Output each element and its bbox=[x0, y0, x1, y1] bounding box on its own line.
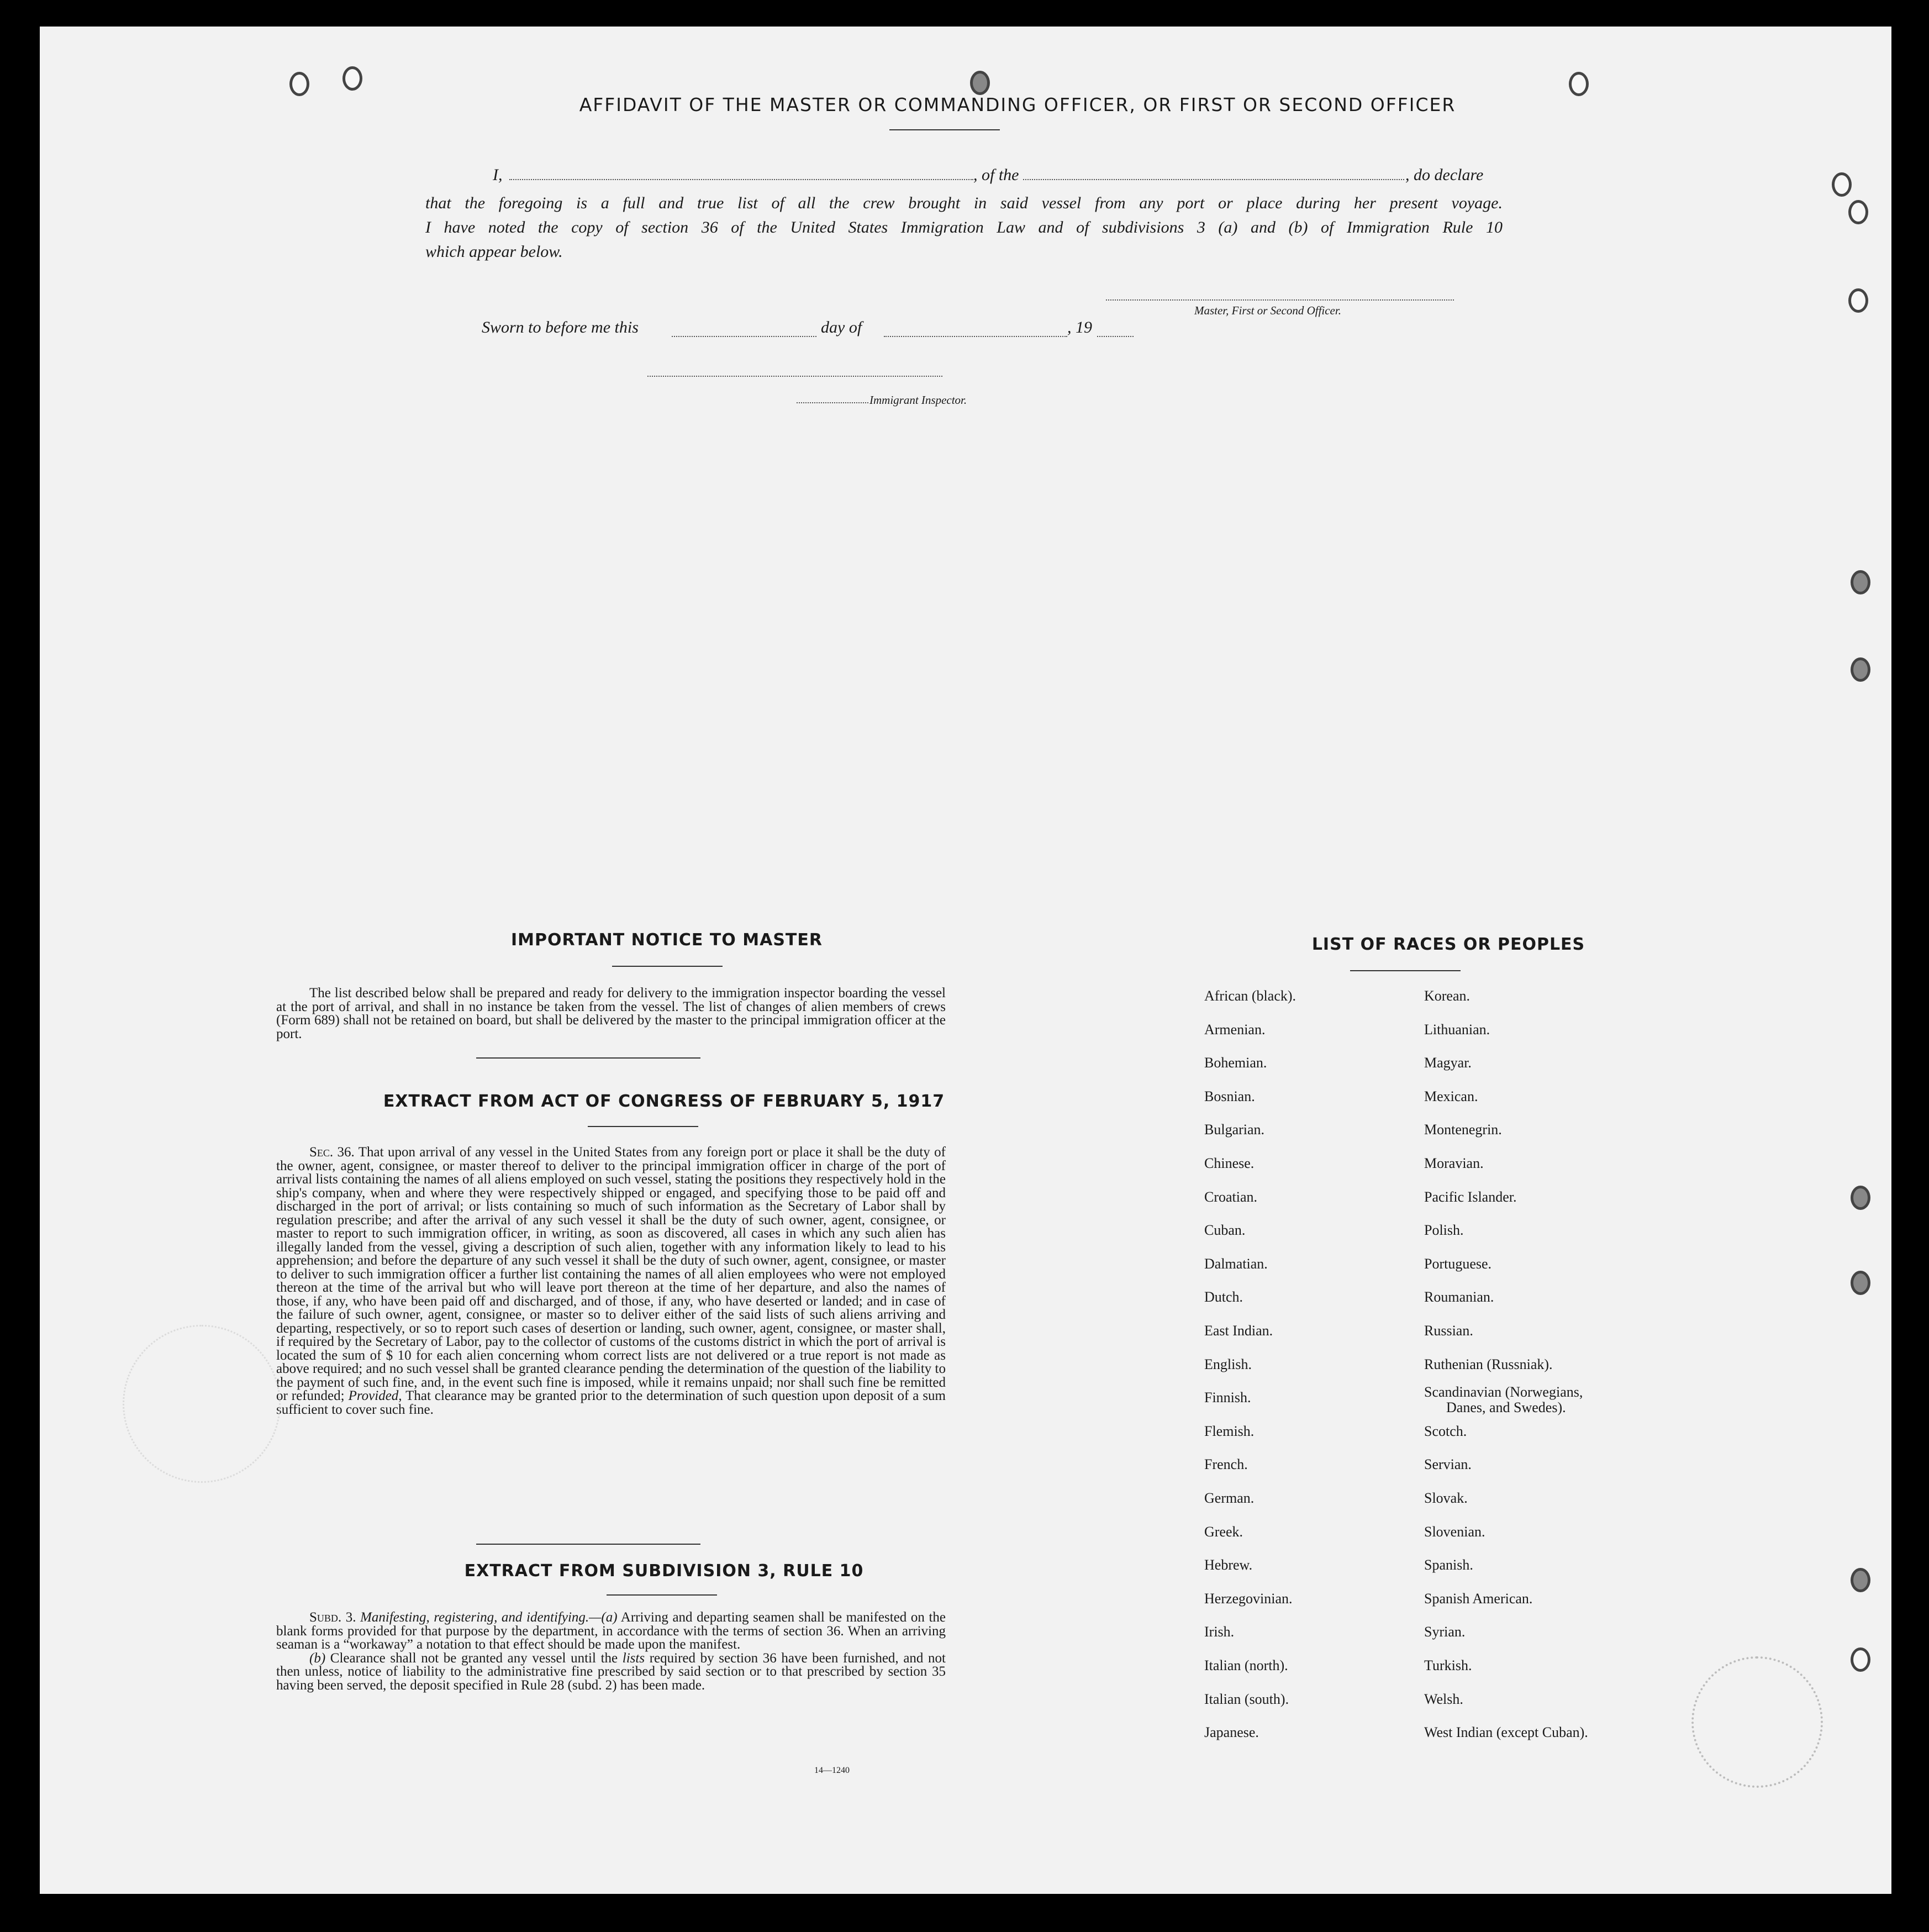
section-divider bbox=[476, 1544, 700, 1545]
punch-hole-icon bbox=[1848, 288, 1868, 313]
stamp-seal-icon bbox=[1691, 1656, 1823, 1788]
of-the-label: , of the bbox=[973, 166, 1019, 184]
notice-text: The list described below shall be prepared and ready for delivery to the immigration inspector boarding the vessel at the port of arrival, and shall in no instance be taken from the vessel. The list of changes of alien members of crews (Form 689) shall not be retained on board, but shall be delivered by the master to the principal immigration officer at the port. bbox=[276, 986, 946, 1041]
i-label: I, bbox=[493, 166, 503, 184]
race-item: Spanish. bbox=[1424, 1557, 1473, 1573]
race-item: Bohemian. bbox=[1204, 1055, 1267, 1071]
day-of-label: day of bbox=[821, 318, 862, 336]
act-underline bbox=[588, 1126, 698, 1127]
race-item: Russian. bbox=[1424, 1323, 1473, 1339]
race-item: Armenian. bbox=[1204, 1021, 1266, 1038]
race-item: Bulgarian. bbox=[1204, 1122, 1265, 1138]
act-text: That upon arrival of any vessel in the United States from any foreign port or place it shall be the duty of the owner, agent, consignee, or master thereof to deliver to the principal immigration officer in charge of the port of arrival lists containing the names of all aliens employed on such vessel, stating the positions they respectively hold in the ship's company, when and where they were respectively shipped or engaged, and specifying those to be paid off and discharged in the port of arrival; or lists containing so much of such information as the Secretary of Labor shall by regulation prescribe; and after the arrival of any such vessel it shall be the duty of such owner, agent, consignee, or master to report to such immigration officer, in writing, as soon as discovered, all cases in which any such alien has illegally landed from the vessel, giving a description of such alien, together with any information likely to lead to his apprehension; and before the departure of any such vessel it shall be the duty of such owner, agent, consignee, or master to deliver to such immigration officer a further list containing the names of all alien employees who were not employed thereon at the time of the arrival but who will leave port thereon at the time of her departure, and also the names of those, if any, who have been paid off and discharged, and of those, if any, who have deserted or landed; and in case of the failure of such owner, agent, consignee, or master so to deliver either of the said lists of such aliens arriving and departing, respectively, or so to report such cases of desertion or landing, such owner, agent, consignee, or master shall, if required by the Secretary of Labor, pay to the collector of customs of the customs district in which the port of arrival is located the sum of $ 10 for each alien concerning whom correct lists are not delivered or a true report is not made as above required; and no such vessel shall be granted clearance pending the determination of the question of the liability to the payment of such fine, and, in the event such fine is imposed, while it remains unpaid; nor shall such fine be remitted or refunded; bbox=[276, 1145, 946, 1403]
document-sheet bbox=[40, 27, 1891, 1894]
punch-hole-icon bbox=[1832, 172, 1852, 197]
master-caption: Master, First or Second Officer. bbox=[1194, 304, 1341, 317]
race-item: West Indian (except Cuban). bbox=[1424, 1724, 1588, 1741]
race-item: Bosnian. bbox=[1204, 1088, 1255, 1104]
race-item-continuation: Danes, and Swedes). bbox=[1446, 1399, 1566, 1416]
race-item: Roumanian. bbox=[1424, 1289, 1494, 1305]
master-signature-blank[interactable] bbox=[1106, 299, 1454, 301]
race-item: Scandinavian (Norwegians, bbox=[1424, 1384, 1583, 1401]
year-blank[interactable] bbox=[1097, 336, 1134, 337]
rule-paragraph bbox=[276, 1611, 946, 1692]
race-item: East Indian. bbox=[1204, 1323, 1273, 1339]
sworn-label: Sworn to before me this bbox=[482, 318, 639, 336]
faded-seal-icon bbox=[123, 1325, 281, 1483]
race-item: English. bbox=[1204, 1356, 1252, 1372]
affidavit-title: AFFIDAVIT OF THE MASTER OR COMMANDING OFFICER, OR FIRST OR SECOND OFFICER bbox=[579, 94, 1456, 115]
race-item: Servian. bbox=[1424, 1456, 1472, 1473]
subd-title: Manifesting, registering, and identifying.—(a) bbox=[360, 1610, 618, 1625]
b-label: (b) bbox=[309, 1650, 326, 1666]
race-item: Irish. bbox=[1204, 1624, 1235, 1640]
provided-word: Provided, bbox=[348, 1388, 402, 1403]
rule-text-b2: required by section 36 have been furnished, and not then unless, notice of liability to the administrative fine prescribed by said section or to that prescribed by section 35 having been served, the deposit specified in Rule 28 (subd. 2) has been made. bbox=[276, 1650, 946, 1693]
race-item: Chinese. bbox=[1204, 1155, 1255, 1171]
punch-hole-icon bbox=[1848, 200, 1868, 224]
race-item: Lithuanian. bbox=[1424, 1021, 1490, 1038]
race-item: Italian (south). bbox=[1204, 1691, 1289, 1707]
notice-paragraph bbox=[276, 987, 946, 1041]
punch-hole-icon bbox=[1569, 72, 1589, 96]
name-blank[interactable] bbox=[509, 179, 973, 180]
affidavit-line-2: I have noted the copy of section 36 of the United States Immigration Law and of subdivisions 3 (a) and (b) of Immigration Rule 10 bbox=[425, 218, 1503, 236]
form-number: 14—1240 bbox=[814, 1766, 850, 1775]
race-item: Dutch. bbox=[1204, 1289, 1243, 1305]
race-item: Portuguese. bbox=[1424, 1255, 1492, 1272]
race-item: Italian (north). bbox=[1204, 1657, 1288, 1673]
section-divider bbox=[476, 1057, 700, 1059]
notice-heading: IMPORTANT NOTICE TO MASTER bbox=[511, 930, 823, 950]
punch-hole-icon bbox=[289, 72, 309, 96]
race-item: Slovak. bbox=[1424, 1490, 1468, 1506]
inspector-signature-blank[interactable] bbox=[647, 376, 942, 377]
race-item: Ruthenian (Russniak). bbox=[1424, 1356, 1553, 1372]
act-heading: EXTRACT FROM ACT OF CONGRESS OF FEBRUARY 5, 1917 bbox=[383, 1092, 945, 1111]
day-blank[interactable] bbox=[672, 336, 816, 337]
race-item: Hebrew. bbox=[1204, 1557, 1253, 1573]
punch-hole-icon bbox=[1851, 1186, 1870, 1210]
punch-hole-icon bbox=[1851, 1271, 1870, 1295]
punch-hole-icon bbox=[1851, 657, 1870, 682]
inspector-caption: Immigrant Inspector. bbox=[869, 393, 967, 407]
race-item: Polish. bbox=[1424, 1222, 1464, 1239]
race-item: Magyar. bbox=[1424, 1055, 1472, 1071]
punch-hole-icon bbox=[342, 66, 362, 91]
punch-hole-icon bbox=[1851, 1568, 1870, 1592]
race-item: Syrian. bbox=[1424, 1624, 1466, 1640]
race-item: African (black). bbox=[1204, 988, 1296, 1004]
race-item: Dalmatian. bbox=[1204, 1255, 1268, 1272]
act-paragraph bbox=[276, 1146, 946, 1417]
race-item: Moravian. bbox=[1424, 1155, 1484, 1171]
rule-heading: EXTRACT FROM SUBDIVISION 3, RULE 10 bbox=[464, 1561, 864, 1581]
race-item: Korean. bbox=[1424, 988, 1471, 1004]
notice-underline bbox=[612, 966, 723, 967]
race-item: Greek. bbox=[1204, 1523, 1243, 1540]
rule-text-a: Arriving and departing seamen shall be manifested on the blank forms provided for that purpose by the department, in accordance with the terms of section 36. When an arriving seaman is a “workaway” a notation to that effect should be made upon the manifest. bbox=[276, 1610, 946, 1652]
race-item: Finnish. bbox=[1204, 1389, 1251, 1406]
race-item: Japanese. bbox=[1204, 1724, 1259, 1741]
rule-text-b1: Clearance shall not be granted any vessel until the bbox=[330, 1650, 618, 1666]
section-label: Sec. 36. bbox=[309, 1145, 355, 1160]
race-item: Slovenian. bbox=[1424, 1523, 1485, 1540]
title-underline bbox=[889, 129, 1000, 130]
race-item: Pacific Islander. bbox=[1424, 1188, 1517, 1205]
race-item: German. bbox=[1204, 1490, 1255, 1506]
race-item: Herzegovinian. bbox=[1204, 1590, 1293, 1607]
affidavit-line-1: that the foregoing is a full and true list of all the crew brought in said vessel from any port or place during her present voyage. bbox=[425, 194, 1503, 212]
inspector-leader-dots bbox=[797, 402, 868, 403]
act-text-end: That clearance may be granted prior to the determination of such question upon deposit of a sum sufficient to cover such fine. bbox=[276, 1388, 946, 1417]
race-item: French. bbox=[1204, 1456, 1248, 1473]
do-declare-label: , do declare bbox=[1405, 166, 1484, 184]
race-item: Croatian. bbox=[1204, 1188, 1258, 1205]
lists-word: lists bbox=[622, 1650, 645, 1666]
race-item: Welsh. bbox=[1424, 1691, 1463, 1707]
subd-label: Subd. 3. bbox=[309, 1610, 356, 1625]
rule-underline bbox=[607, 1594, 717, 1596]
race-item: Spanish American. bbox=[1424, 1590, 1533, 1607]
year-label: , 19 bbox=[1067, 318, 1092, 336]
vessel-blank[interactable] bbox=[1023, 179, 1404, 180]
race-item: Scotch. bbox=[1424, 1423, 1467, 1439]
punch-hole-icon bbox=[970, 71, 990, 95]
race-item: Turkish. bbox=[1424, 1657, 1472, 1673]
affidavit-line-3: which appear below. bbox=[425, 243, 563, 261]
race-item: Flemish. bbox=[1204, 1423, 1255, 1439]
race-item: Montenegrin. bbox=[1424, 1122, 1502, 1138]
punch-hole-icon bbox=[1851, 570, 1870, 594]
race-item: Mexican. bbox=[1424, 1088, 1478, 1104]
punch-hole-icon bbox=[1851, 1647, 1870, 1672]
race-item: Cuban. bbox=[1204, 1222, 1246, 1239]
races-underline bbox=[1350, 970, 1461, 971]
month-blank[interactable] bbox=[884, 336, 1067, 337]
races-heading: LIST OF RACES OR PEOPLES bbox=[1311, 935, 1585, 954]
